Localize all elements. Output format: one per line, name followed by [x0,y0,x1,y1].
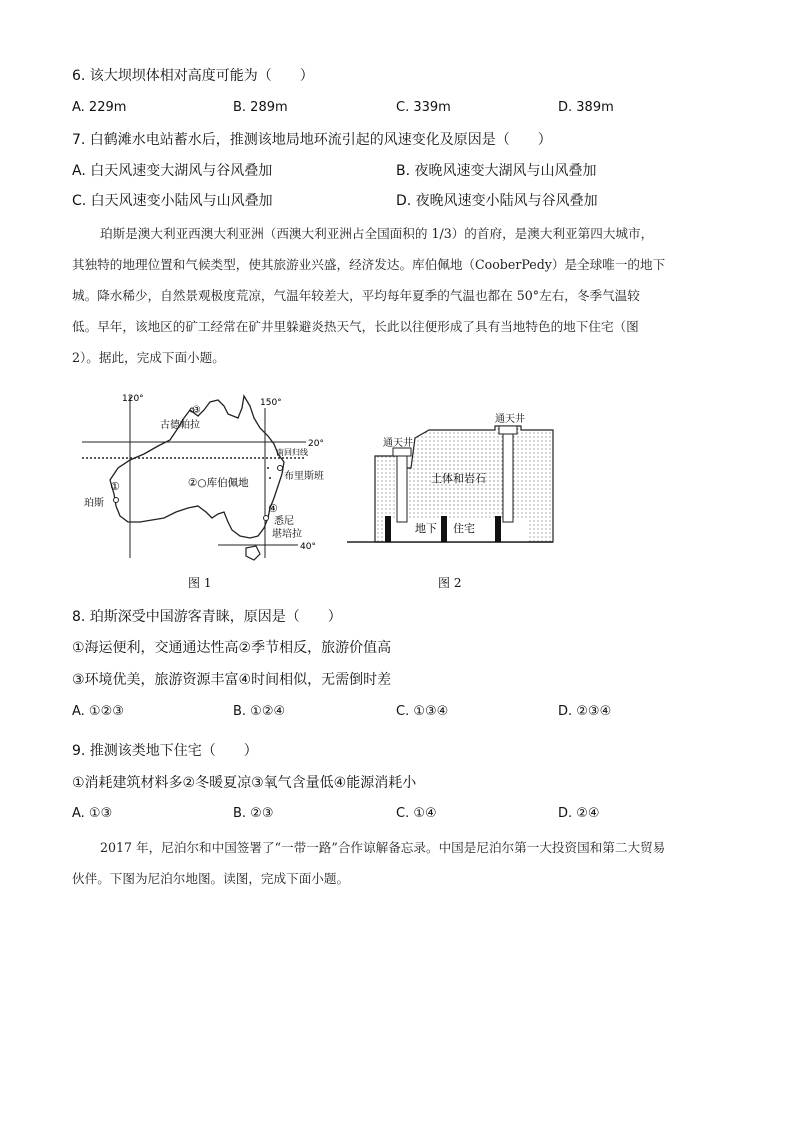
shaft-left [397,452,407,522]
q8-option-c: C. ①③④ [396,704,449,719]
q9-option-d: D. ②④ [558,806,600,821]
q8-statements-1: ①海运便利，交通通达性高②季节相反，旅游价值高 [72,640,392,656]
perth-point [114,498,119,503]
passage-nepal [72,832,727,894]
label-gudepala: 古德帕拉 [160,420,200,431]
q8-stem: 8. 珀斯深受中国游客青睐，原因是（ ） [72,609,342,625]
pillar [385,516,391,542]
shaft-right-cap [499,426,517,434]
q9-option-c: C. ①④ [396,806,437,821]
figure-2-caption: 图 2 [438,576,462,590]
q9-option-b: B. ②③ [233,806,274,821]
figure-1-australia-map [78,388,330,566]
q7-option-a: A. 白天风速变大湖风与谷风叠加 [72,163,273,179]
passage-line: 2）。据此，完成下面小题。 [72,350,225,365]
mark-1: ① [110,480,120,493]
q8-statements-2: ③环境优美，旅游资源丰富④时间相似，无需倒时差 [72,672,392,688]
label-perth: 珀斯 [84,498,104,509]
figure-2-underground-house [345,408,555,548]
label-lon-120: 120° [122,394,144,404]
passage-perth [72,218,727,373]
australia-outline [110,396,284,538]
passage-line: 低。早年，该地区的矿工经常在矿井里躲避炎热天气，长此以往便形成了具有当地特色的地下住宅（图 [72,319,639,334]
q9-stem: 9. 推测该类地下住宅（ ） [72,743,258,759]
label-tropic: 南回归线 [276,448,308,457]
label-lat-20: 20° [308,439,324,449]
label-canberra: 堪培拉 [272,529,302,540]
q9-option-a: A. ①③ [72,806,113,821]
q6-stem: 6. 该大坝坝体相对高度可能为（ ） [72,68,314,84]
label-under: 地下 [415,522,437,535]
shaft-right [503,430,513,522]
q6-option-a: A. 229m [72,100,127,115]
label-well-right: 通天井 [495,414,525,425]
tasmania-outline [246,546,260,560]
passage-line: 伙伴。下图为尼泊尔地图。读图，完成下面小题。 [72,871,350,886]
brisbane-point [278,466,283,471]
label-lat-40: 40° [300,542,316,552]
q6-option-d: D. 389m [558,100,614,115]
label-brisbane: 布里斯班 [284,471,324,482]
sydney-point [264,516,269,521]
q6-option-c: C. 339m [396,100,451,115]
pillar [441,516,447,542]
mark-4: ④ [268,502,278,515]
label-soil-rock: 土体和岩石 [431,472,486,485]
q7-stem: 7. 白鹤滩水电站蓄水后，推测该地局地环流引起的风速变化及原因是（ ） [72,132,552,148]
label-house: 住宅 [453,522,475,535]
q7-option-d: D. 夜晚风速变小陆风与谷风叠加 [396,193,598,209]
q8-option-d: D. ②③④ [558,704,612,719]
q9-statements: ①消耗建筑材料多②冬暖夏凉③氧气含量低④能源消耗小 [72,775,417,791]
label-lon-150: 150° [260,398,282,408]
q7-option-c: C. 白天风速变小陆风与山风叠加 [72,193,273,209]
label-well-left: 通天井 [383,438,413,449]
figure-1-caption: 图 1 [188,576,212,590]
q7-option-b: B. 夜晚风速变大湖风与山风叠加 [396,163,597,179]
q8-option-a: A. ①②③ [72,704,124,719]
passage-line: 珀斯是澳大利亚西澳大利亚洲（西澳大利亚洲占全国面积的 1/3）的首府，是澳大利亚第四大城市， [100,226,654,241]
label-sydney: 悉尼 [274,516,294,527]
passage-line: 城。降水稀少，自然景观极度荒凉，气温年较差大，平均每年夏季的气温也都在 50°左右，冬季气温较 [72,288,640,303]
q8-option-b: B. ①②④ [233,704,286,719]
shaft-left-cap [393,448,411,456]
passage-line: 其独特的地理位置和气候类型，使其旅游业兴盛，经济发达。库伯佩地（CooberPedy）是全球唯一的地下 [72,257,666,272]
pillar [495,516,501,542]
passage-line: 2017 年，尼泊尔和中国签署了“一带一路”合作谅解备忘录。中国是尼泊尔第一大投资国和第二大贸易 [100,840,666,855]
mark-3: ③ [192,405,201,416]
label-kubopeidi: ②○库伯佩地 [188,477,249,489]
q6-option-b: B. 289m [233,100,288,115]
